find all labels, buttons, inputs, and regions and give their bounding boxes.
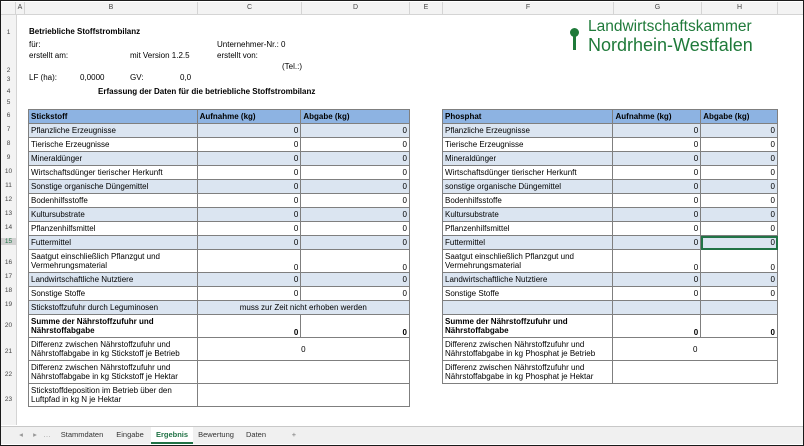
abgabe-cell[interactable]: 0: [301, 250, 410, 273]
logo-stem-icon: [573, 36, 576, 50]
aufnahme-cell[interactable]: 0: [197, 152, 301, 166]
row-label[interactable]: Landwirtschaftliche Nutztiere: [29, 273, 198, 287]
row-label[interactable]: Pflanzenhilfsmittel: [443, 222, 613, 236]
aufnahme-cell[interactable]: 0: [197, 222, 301, 236]
row-header[interactable]: 14: [4, 224, 13, 231]
tab-ergebnis[interactable]: Ergebnis: [151, 427, 193, 444]
aufnahme-cell[interactable]: 0: [197, 273, 301, 287]
diff-betrieb-label[interactable]: Differenz zwischen Nährstoffzufuhr und Nährstoffabgabe in kg Phosphat je Betrieb: [443, 338, 613, 361]
tab-daten[interactable]: Daten: [245, 430, 266, 439]
tab-bewertung[interactable]: Bewertung: [198, 430, 234, 439]
row-header[interactable]: 16: [4, 259, 13, 266]
row-header[interactable]: 3: [6, 76, 11, 83]
sum-abgabe[interactable]: 0: [701, 315, 778, 338]
abgabe-cell[interactable]: 0: [301, 194, 410, 208]
row-header[interactable]: 6: [6, 112, 11, 119]
diff-hektar-label[interactable]: Differenz zwischen Nährstoffzufuhr und Nährstoffabgabe in kg Phosphat je Hektar: [443, 361, 613, 384]
row-header[interactable]: 23: [4, 396, 13, 403]
row-label[interactable]: Mineraldünger: [29, 152, 198, 166]
row-label[interactable]: Pflanzenhilfsmittel: [29, 222, 198, 236]
column-header-g[interactable]: G: [614, 2, 702, 14]
table-header[interactable]: Stickstoff: [29, 110, 198, 124]
empty-cell[interactable]: [701, 301, 778, 315]
row-header[interactable]: 13: [4, 210, 13, 217]
column-header-c[interactable]: C: [198, 2, 302, 14]
abgabe-cell[interactable]: 0: [301, 166, 410, 180]
aufnahme-cell[interactable]: 0: [197, 208, 301, 222]
abgabe-cell[interactable]: 0: [301, 138, 410, 152]
tab-eingabe[interactable]: Eingabe: [116, 430, 144, 439]
table-header[interactable]: Aufnahme (kg): [197, 110, 301, 124]
add-sheet-icon[interactable]: +: [291, 430, 297, 439]
abgabe-cell[interactable]: 0: [301, 152, 410, 166]
abgabe-cell[interactable]: 0: [701, 222, 778, 236]
row-header[interactable]: 21: [4, 348, 13, 355]
row-label[interactable]: Tierische Erzeugnisse: [29, 138, 198, 152]
abgabe-cell[interactable]: 0: [701, 250, 778, 273]
row-header[interactable]: 18: [4, 287, 13, 294]
phosphat-table: [442, 109, 778, 384]
abgabe-cell[interactable]: 0: [301, 180, 410, 194]
lf-value: 0,0000: [80, 73, 105, 82]
version-text: mit Version 1.2.5: [130, 51, 190, 60]
abgabe-cell[interactable]: 0: [301, 287, 410, 301]
row-label[interactable]: Saatgut einschließlich Pflanzgut und Vermehrungsmaterial: [29, 250, 198, 273]
logo-line2: Nordrhein-Westfalen: [588, 35, 753, 55]
table-header[interactable]: Abgabe (kg): [701, 110, 778, 124]
aufnahme-cell[interactable]: 0: [197, 124, 301, 138]
row-header[interactable]: 4: [6, 88, 11, 95]
aufnahme-cell[interactable]: 0: [197, 138, 301, 152]
gv-value: 0,0: [180, 73, 192, 82]
sheet-tab-bar: [1, 426, 803, 444]
column-header-f[interactable]: F: [443, 2, 614, 14]
aufnahme-cell[interactable]: 0: [613, 287, 701, 301]
column-header-b[interactable]: B: [25, 2, 198, 14]
aufnahme-cell[interactable]: 0: [197, 236, 301, 250]
selected-cell[interactable]: 0: [701, 236, 778, 250]
abgabe-cell[interactable]: 0: [701, 166, 778, 180]
erstellt-von-label: erstellt von:: [217, 51, 258, 60]
aufnahme-cell[interactable]: 0: [197, 287, 301, 301]
row-label[interactable]: sonstige organische Düngemittel: [443, 180, 613, 194]
abgabe-cell[interactable]: 0: [701, 194, 778, 208]
erstellt-am-label: erstellt am:: [29, 51, 69, 60]
scroll-left-icon[interactable]: ◂: [19, 430, 23, 439]
tab-stammdaten[interactable]: Stammdaten: [60, 430, 104, 439]
empty-cell[interactable]: [613, 301, 701, 315]
row-header-selected[interactable]: 15: [1, 238, 16, 245]
fuer-label: für:: [29, 40, 41, 49]
column-header-e[interactable]: E: [410, 2, 443, 14]
column-header-a[interactable]: A: [16, 2, 25, 14]
row-label[interactable]: Bodenhilfsstoffe: [29, 194, 198, 208]
diff-betrieb-value[interactable]: 0: [197, 338, 409, 361]
sum-label[interactable]: Summe der Nährstoffzufuhr und Nährstoffabgabe: [29, 315, 198, 338]
row-label[interactable]: Futtermittel: [29, 236, 198, 250]
aufnahme-cell[interactable]: 0: [613, 222, 701, 236]
lf-label: LF (ha):: [29, 73, 58, 82]
diff-hektar-value[interactable]: [197, 361, 409, 384]
row-header[interactable]: 10: [4, 168, 13, 175]
sum-aufnahme[interactable]: 0: [197, 315, 301, 338]
row-label[interactable]: Kultursubstrate: [443, 208, 613, 222]
sum-label[interactable]: Summe der Nährstoffzufuhr und Nährstoffabgabe: [443, 315, 613, 338]
row-label[interactable]: Landwirtschaftliche Nutztiere: [443, 273, 613, 287]
table-header[interactable]: Abgabe (kg): [301, 110, 410, 124]
abgabe-cell[interactable]: 0: [701, 287, 778, 301]
row-label[interactable]: Tierische Erzeugnisse: [443, 138, 613, 152]
leguminosen-label[interactable]: Stickstoffzufuhr durch Leguminosen: [29, 301, 198, 315]
aufnahme-cell[interactable]: 0: [613, 180, 701, 194]
aufnahme-cell[interactable]: 0: [613, 250, 701, 273]
aufnahme-cell[interactable]: 0: [613, 273, 701, 287]
row-label[interactable]: Futtermittel: [443, 236, 613, 250]
abgabe-cell[interactable]: 0: [701, 208, 778, 222]
row-header[interactable]: 1: [6, 29, 11, 36]
row-header[interactable]: 8: [6, 140, 11, 147]
aufnahme-cell[interactable]: 0: [613, 124, 701, 138]
table-header[interactable]: Aufnahme (kg): [613, 110, 701, 124]
row-label[interactable]: Mineraldünger: [443, 152, 613, 166]
column-header-d[interactable]: D: [302, 2, 410, 14]
row-label[interactable]: Sonstige Stoffe: [443, 287, 613, 301]
deposition-label[interactable]: Stickstoffdeposition im Betrieb über den Luftpfad in kg N je Hektar: [29, 384, 198, 407]
row-header[interactable]: 22: [4, 371, 13, 378]
deposition-value[interactable]: [197, 384, 409, 407]
abgabe-cell[interactable]: 0: [301, 273, 410, 287]
aufnahme-cell[interactable]: 0: [613, 194, 701, 208]
empty-cell[interactable]: [443, 301, 613, 315]
sum-aufnahme[interactable]: 0: [613, 315, 701, 338]
report-title: Betriebliche Stoffstrombilanz: [29, 27, 141, 36]
tel-label: (Tel.:): [282, 62, 302, 71]
aufnahme-cell[interactable]: 0: [613, 152, 701, 166]
row-header[interactable]: 20: [4, 322, 13, 329]
row-header[interactable]: 11: [5, 182, 12, 189]
row-label[interactable]: Wirtschaftsdünger tierischer Herkunft: [443, 166, 613, 180]
row-header[interactable]: 9: [6, 154, 11, 161]
row-label[interactable]: Saatgut einschließlich Pflanzgut und Vermehrungsmaterial: [443, 250, 613, 273]
aufnahme-cell[interactable]: 0: [197, 166, 301, 180]
abgabe-cell[interactable]: 0: [701, 152, 778, 166]
abgabe-cell[interactable]: 0: [701, 273, 778, 287]
abgabe-cell[interactable]: 0: [301, 124, 410, 138]
select-all-corner[interactable]: [1, 2, 16, 14]
logo-line1: Landwirtschaftskammer: [588, 18, 752, 35]
aufnahme-cell[interactable]: 0: [197, 250, 301, 273]
table-header[interactable]: Phosphat: [443, 110, 613, 124]
row-label[interactable]: Pflanzliche Erzeugnisse: [29, 124, 198, 138]
scroll-right-icon[interactable]: ▸: [33, 430, 37, 439]
more-sheets-icon[interactable]: …: [43, 430, 51, 439]
row-label[interactable]: Sonstige organische Düngemittel: [29, 180, 198, 194]
aufnahme-cell[interactable]: 0: [197, 194, 301, 208]
stickstoff-table: [28, 109, 410, 407]
row-label[interactable]: Pflanzliche Erzeugnisse: [443, 124, 613, 138]
row-label[interactable]: Sonstige Stoffe: [29, 287, 198, 301]
row-header[interactable]: 2: [6, 67, 11, 74]
abgabe-cell[interactable]: 0: [301, 222, 410, 236]
row-label[interactable]: Bodenhilfsstoffe: [443, 194, 613, 208]
row-header[interactable]: 17: [4, 273, 13, 280]
abgabe-cell[interactable]: 0: [701, 124, 778, 138]
diff-betrieb-label[interactable]: Differenz zwischen Nährstoffzufuhr und Nährstoffabgabe in kg Stickstoff je Betrieb: [29, 338, 198, 361]
sum-abgabe[interactable]: 0: [301, 315, 410, 338]
aufnahme-cell[interactable]: 0: [613, 138, 701, 152]
aufnahme-cell[interactable]: 0: [613, 166, 701, 180]
aufnahme-cell[interactable]: 0: [613, 208, 701, 222]
column-header-bar: [1, 2, 803, 15]
leguminosen-note[interactable]: muss zur Zeit nicht erhoben werden: [197, 301, 409, 315]
column-header-h[interactable]: H: [702, 2, 778, 14]
row-header[interactable]: 19: [4, 301, 13, 308]
row-header[interactable]: 5: [6, 99, 11, 106]
aufnahme-cell[interactable]: 0: [197, 180, 301, 194]
diff-hektar-value[interactable]: [613, 361, 778, 384]
diff-betrieb-value[interactable]: 0: [613, 338, 778, 361]
row-label[interactable]: Wirtschaftsdünger tierischer Herkunft: [29, 166, 198, 180]
row-header-bar: [1, 15, 17, 425]
diff-hektar-label[interactable]: Differenz zwischen Nährstoffzufuhr und Nährstoffabgabe in kg Stickstoff je Hektar: [29, 361, 198, 384]
section-title: Erfassung der Daten für die betriebliche Stoffstrombilanz: [98, 87, 316, 96]
abgabe-cell[interactable]: 0: [701, 180, 778, 194]
unternehmer-nr: Unternehmer-Nr.: 0: [217, 40, 286, 49]
abgabe-cell[interactable]: 0: [701, 138, 778, 152]
aufnahme-cell[interactable]: 0: [613, 236, 701, 250]
row-label[interactable]: Kultursubstrate: [29, 208, 198, 222]
abgabe-cell[interactable]: 0: [301, 208, 410, 222]
gv-label: GV:: [130, 73, 144, 82]
row-header[interactable]: 7: [6, 126, 11, 133]
row-header[interactable]: 12: [4, 196, 13, 203]
abgabe-cell[interactable]: 0: [301, 236, 410, 250]
